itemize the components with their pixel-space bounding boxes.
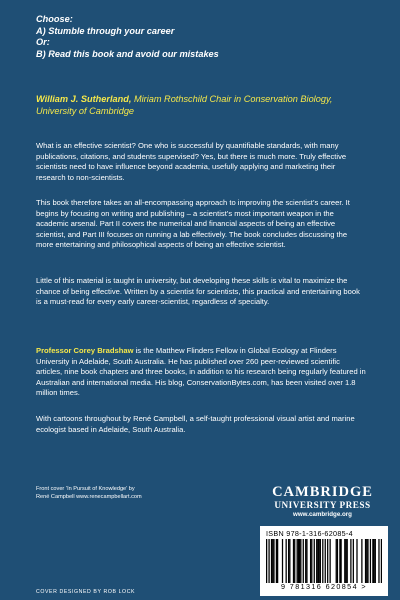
endorser-name: William J. Sutherland, xyxy=(36,94,132,104)
barcode-bar xyxy=(286,539,287,583)
blurb-paragraph-2: This book therefore takes an all-encompassing approach to improving the scientist’s career. It begins by focusing on writing and publishing – a scientist’s most important weapon in the academic arsenal. Part II covers the numerical and financial aspects of being an effective scientist, and Part III focuses on running a lab effectively. The book concludes discussing the more entertaining and philosophical aspects of being an effective scientist. xyxy=(36,198,350,249)
barcode-bar xyxy=(299,539,300,583)
barcode-bar xyxy=(271,539,272,583)
barcode-bar xyxy=(277,539,278,583)
publisher-logo xyxy=(260,485,385,523)
barcode-bar xyxy=(288,539,289,583)
barcode-bar xyxy=(317,539,318,583)
barcode-bar xyxy=(298,539,299,583)
isbn-label: ISBN 978-1-316-62085-4 xyxy=(266,529,353,538)
barcode-bar xyxy=(266,539,267,583)
barcode-bar xyxy=(367,539,368,583)
tagline-choose xyxy=(36,14,366,60)
publisher-url: www.cambridge.org xyxy=(293,511,352,518)
barcode-bar xyxy=(378,539,379,583)
barcode-bar xyxy=(340,539,341,583)
barcode-bar xyxy=(294,539,295,583)
barcode-bar xyxy=(320,539,321,583)
barcode-bar xyxy=(339,539,340,583)
barcode-bar xyxy=(337,539,338,583)
barcode-bar xyxy=(316,539,317,583)
cover-art-credit xyxy=(36,485,236,501)
barcode-bar xyxy=(373,539,374,583)
barcode-panel xyxy=(260,526,388,596)
blurb-paragraph-1: What is an effective scientist? One who is successful by quantifiable standards, with many publications, citations, and students supervised? Yes, but there is much more. Truly effective scientists need to have influence beyond academia, usefully applying and marketing their research to non-scientists. xyxy=(36,141,347,182)
barcode-bar xyxy=(344,539,345,583)
barcode-digits: 9 781316 620854 > xyxy=(281,582,367,591)
author-bio-text: is the Matthew Flinders Fellow in Global Ecology at Flinders University in Adelaide, South Australia. He has published over 260 peer-reviewed scientific articles, nine book chapters and three books, in addition to his research being regularly featured in Australian and international media. His blog, ConservationBytes.com, has been visited over 1.8 million times. xyxy=(36,346,366,397)
barcode-bar xyxy=(353,539,354,583)
author-bio xyxy=(36,346,366,399)
barcode-bar xyxy=(319,539,320,583)
barcode-bar xyxy=(310,539,311,583)
barcode-bar xyxy=(314,539,315,583)
barcode-bar xyxy=(372,539,373,583)
barcode-bar xyxy=(293,539,294,583)
barcode-bar xyxy=(347,539,348,583)
author-name: Professor Corey Bradshaw xyxy=(36,346,134,355)
publisher-press: UNIVERSITY PRESS xyxy=(274,500,371,510)
barcode-bar xyxy=(366,539,367,583)
barcode-bar xyxy=(282,539,283,583)
barcode-bar xyxy=(276,539,277,583)
barcode-bar xyxy=(381,539,382,583)
barcode-bar xyxy=(356,539,357,583)
barcode-bar xyxy=(325,539,326,583)
barcode-bar xyxy=(289,539,290,583)
tagline-line-or: Or: xyxy=(36,37,50,48)
endorsement xyxy=(36,93,336,117)
credit-line-1: Front cover ‘In Pursuit of Knowledge’ by xyxy=(36,486,135,492)
illustrator-note: With cartoons throughout by René Campbell, a self-taught professional visual artist and marine ecologist based in Adelaide, South Australia. xyxy=(36,414,355,434)
barcode-bar xyxy=(322,539,323,583)
barcode-bar xyxy=(329,539,330,583)
credit-line-2: René Campbell www.renecampbellart.com xyxy=(36,494,142,500)
barcode-bar xyxy=(272,539,273,583)
barcode-bar xyxy=(303,539,304,583)
barcode-bar xyxy=(375,539,376,583)
endorser-role: Miriam Rothschild Chair in Conservation Biology, University of Cambridge xyxy=(36,94,333,116)
barcode-bar xyxy=(311,539,312,583)
barcode-bar xyxy=(268,539,269,583)
blurb-paragraph-3: Little of this material is taught in university, but developing these skills is vital to maximize the chance of being effective. Written by a scientist for scientists, this practical and entertaining book is a must-read for every early career-scientist, regardless of specialty. xyxy=(36,276,360,306)
barcode-bar xyxy=(350,539,351,583)
barcode-bar xyxy=(336,539,337,583)
tagline-line-choose: Choose: xyxy=(36,14,73,24)
cover-designer-credit: COVER DESIGNED BY ROB LOCK xyxy=(36,589,136,595)
barcode-image xyxy=(266,539,382,583)
barcode-bar xyxy=(370,539,371,583)
tagline-option-a: A) Stumble through your career xyxy=(36,25,175,36)
barcode-bar xyxy=(306,539,307,583)
tagline-option-b: B) Read this book and avoid our mistakes xyxy=(36,48,219,59)
barcode-bar xyxy=(361,539,362,583)
barcode-bar xyxy=(305,539,306,583)
barcode-bar xyxy=(300,539,301,583)
barcode-bar xyxy=(345,539,346,583)
barcode-bar xyxy=(327,539,328,583)
publisher-name: CAMBRIDGE xyxy=(272,484,373,500)
barcode-bar xyxy=(365,539,366,583)
barcode-bar xyxy=(273,539,274,583)
barcode-bar xyxy=(297,539,298,583)
